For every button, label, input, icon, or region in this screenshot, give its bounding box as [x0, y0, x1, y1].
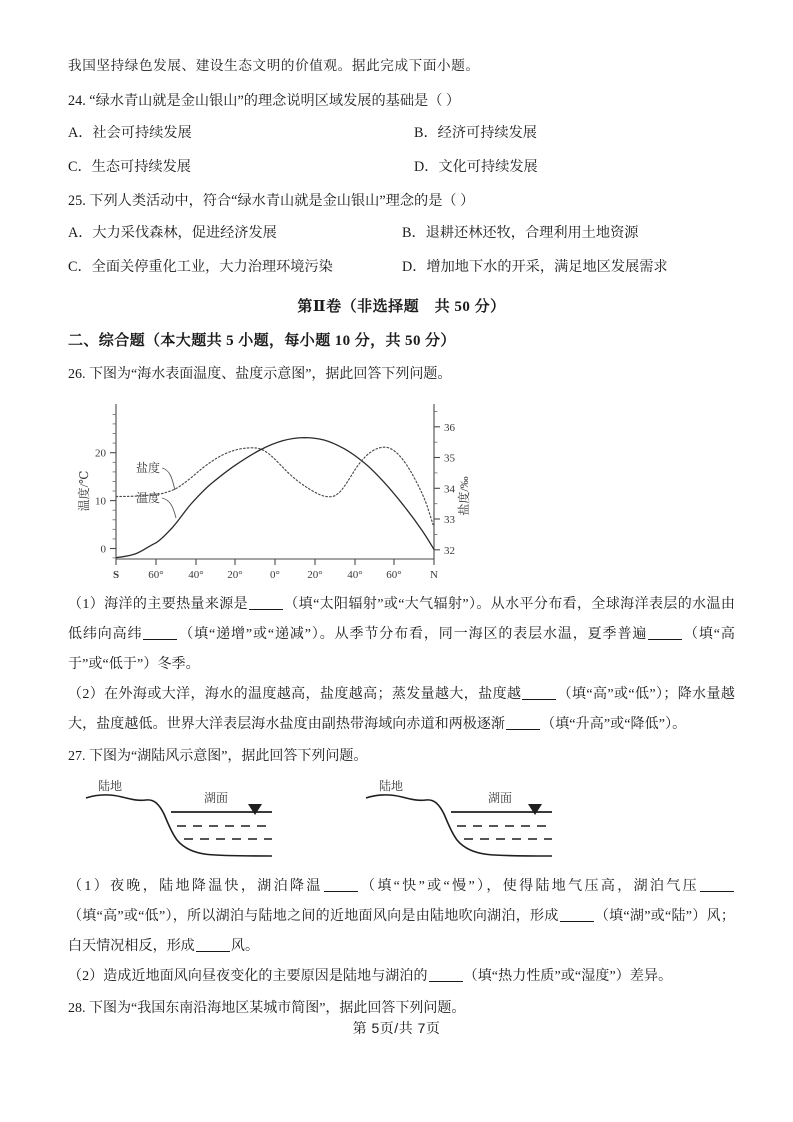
q27-sub1-b: （填“快”或“慢”），使得陆地气压高，湖泊气压 — [358, 879, 699, 894]
lake-land-breeze-diagram — [68, 774, 735, 866]
xtick-N: N — [430, 569, 438, 581]
y2tick-33: 33 — [444, 514, 455, 526]
salinity-curve — [116, 447, 433, 524]
ytick-10: 10 — [95, 495, 106, 508]
temperature-leader-line — [162, 498, 176, 518]
q27-sub1-a: （1）夜晚，陆地降温快，湖泊降温 — [68, 879, 323, 894]
xtick-40n: 40° — [347, 569, 363, 581]
q27-blank-5[interactable] — [429, 968, 463, 982]
q27-sub1-d: （填“湖”或“陆”）风；白天情况相反，形成 — [68, 909, 735, 954]
question-24-options-row-2 — [68, 150, 735, 184]
q26-sub1-a: （1）海洋的主要热量来源是 — [68, 597, 249, 612]
water-level-marker-left — [248, 804, 262, 815]
question-24-option-d[interactable]: D．文化可持续发展 — [414, 159, 538, 175]
q26-sub1-d: （填“高于”或“低于”）冬季。 — [68, 627, 735, 672]
ytick-20: 20 — [95, 447, 106, 460]
question-24-option-a[interactable]: A．社会可持续发展 — [68, 125, 192, 141]
question-25-option-b[interactable]: B．退耕还林还牧，合理利用土地资源 — [402, 225, 639, 241]
question-25-options-row-1 — [68, 216, 735, 250]
q26-blank-3[interactable] — [648, 626, 682, 640]
lake-diagram-right — [366, 778, 552, 856]
section-comprehensive-title: 二、综合题（本大题共 5 小题，每小题 10 分，共 50 分） — [68, 333, 456, 349]
q27-blank-2[interactable] — [700, 878, 734, 892]
y-axis-title: 温度/℃ — [77, 470, 91, 512]
question-24-option-b[interactable]: B．经济可持续发展 — [414, 125, 537, 141]
question-25-option-c[interactable]: C．全面关停重化工业，大力治理环境污染 — [68, 259, 333, 275]
question-27-sub1 — [68, 872, 735, 962]
y2tick-32: 32 — [444, 544, 455, 557]
question-25-options-row-2 — [68, 250, 735, 284]
question-28-stem: 28. 下图为“我国东南沿海地区某城市简图”，据此回答下列问题。 — [68, 1001, 466, 1016]
question-27-sub2 — [68, 962, 735, 992]
salinity-leader-line — [162, 468, 175, 490]
q26-sub2-b: （填“高”或“低”）；降水量越大，盐度越低。世界大洋表层海水盐度由副热带海域向赤道和两极逐渐 — [68, 687, 736, 732]
lake-diagram-svg — [76, 774, 636, 866]
xtick-S: S — [112, 569, 120, 581]
question-24-options-row-1 — [68, 116, 735, 150]
lake-label-left: 湖面 — [204, 791, 229, 805]
q26-blank-2[interactable] — [143, 626, 177, 640]
question-25-option-a[interactable]: A．大力采伐森林，促进经济发展 — [68, 225, 277, 241]
question-24-option-c[interactable]: C．生态可持续发展 — [68, 159, 191, 175]
xtick-20s: 20° — [227, 569, 243, 581]
water-level-marker-right — [528, 804, 542, 815]
xtick-0: 0° — [270, 569, 280, 581]
land-label-left: 陆地 — [98, 779, 123, 793]
q27-blank-1[interactable] — [324, 878, 358, 892]
question-25-option-d[interactable]: D．增加地下水的开采，满足地区发展需求 — [402, 259, 668, 275]
question-24-stem: 24. “绿水青山就是金山银山”的理念说明区域发展的基础是（ ） — [68, 93, 461, 109]
q26-sub2-a: （2）在外海或大洋，海水的温度越高，盐度越高；蒸发量越大，盐度越 — [68, 687, 522, 702]
xtick-40s: 40° — [188, 569, 204, 581]
xtick-60n: 60° — [386, 569, 402, 581]
q26-blank-5[interactable] — [506, 716, 540, 730]
y2tick-34: 34 — [444, 483, 455, 496]
lake-label-right: 湖面 — [488, 791, 513, 805]
page-footer: 第 5页/共 7页 — [352, 1020, 441, 1036]
q27-sub1-e: 风。 — [230, 939, 260, 954]
ytick-0: 0 — [100, 543, 106, 556]
q26-blank-1[interactable] — [249, 596, 283, 610]
q26-blank-4[interactable] — [522, 686, 556, 700]
land-label-right: 陆地 — [379, 779, 404, 793]
y2tick-35: 35 — [444, 452, 455, 465]
question-26-stem: 26. 下图为“海水表面温度、盐度示意图”，据此回答下列问题。 — [68, 367, 452, 382]
question-27-stem: 27. 下图为“湖陆风示意图”，据此回答下列问题。 — [68, 749, 368, 764]
sea-temperature-salinity-chart — [68, 396, 735, 586]
q26-sub1-c: （填“递增”或“递减”）。从季节分布看，同一海区的表层水温，夏季普遍 — [178, 627, 648, 642]
question-26-sub1 — [68, 590, 735, 680]
temperature-label: 温度 — [136, 491, 161, 505]
section-part2-title: 第Ⅱ卷（非选择题 共 50 分） — [297, 299, 506, 315]
q27-sub1-c: （填“高”或“低”），所以湖泊与陆地之间的近地面风向是由陆地吹向湖泊，形成 — [68, 909, 559, 924]
q27-sub2-b: （填“热力性质”或“湿度”）差异。 — [463, 969, 673, 984]
y2-axis-title: 盐度/‰ — [457, 476, 471, 516]
temperature-curve — [116, 438, 434, 558]
question-26-sub2 — [68, 680, 735, 740]
xtick-60s: 60° — [148, 569, 164, 581]
chart-svg — [76, 396, 476, 586]
q26-sub2-c: （填“升高”或“降低”）。 — [541, 717, 687, 732]
intro-paragraph: 我国坚持绿色发展、建设生态文明的价值观。据此完成下面小题。 — [68, 58, 480, 73]
question-25-stem: 25. 下列人类活动中，符合“绿水青山就是金山银山”理念的是（ ） — [68, 193, 475, 209]
lake-diagram-left — [86, 778, 272, 856]
salinity-label: 盐度 — [136, 461, 161, 475]
q27-blank-4[interactable] — [196, 938, 230, 952]
q26-sub1-b: （填“太阳辐射”或“大气辐射”）。从水平分布看，全球海洋表层的水温由低纬向高纬 — [68, 597, 735, 642]
q27-blank-3[interactable] — [560, 908, 594, 922]
q27-sub2-a: （2）造成近地面风向昼夜变化的主要原因是陆地与湖泊的 — [68, 969, 428, 984]
y2tick-36: 36 — [444, 421, 455, 434]
xtick-20n: 20° — [307, 569, 323, 581]
